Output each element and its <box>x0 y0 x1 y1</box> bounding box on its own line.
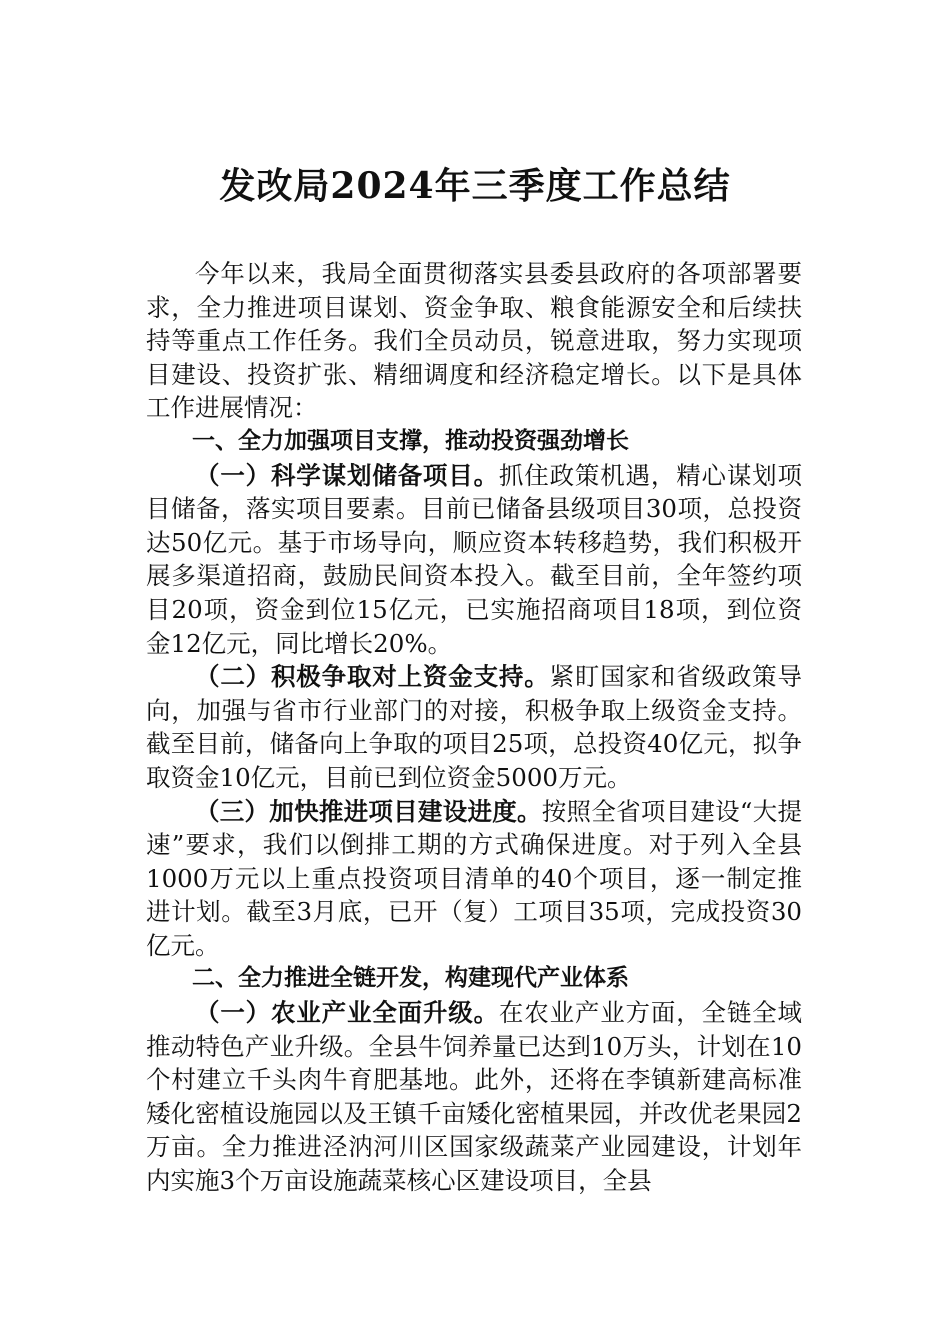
section-1-item-1 <box>146 459 802 661</box>
section-1-item-3-text: 按照全省项目建设“大提速”要求，我们以倒排工期的方式确保进度。对于列入全县1000万元以上重点投资项目清单的40个项目，逐一制定推进计划。截至3月底，已开（复）工项目35项，完成投资30亿元。 <box>146 796 803 960</box>
section-1-item-2-lead: （二）积极争取对上资金支持。 <box>195 662 550 692</box>
section-1-item-2-text: 紧盯国家和省级政策导向，加强与省市行业部门的对接，积极争取上级资金支持。截至目前，储备向上争取的项目25项，总投资40亿元，拟争取资金10亿元，目前已到位资金5000万元。 <box>146 662 803 792</box>
section-1-heading: 一、全力加强项目支撑，推动投资强劲增长 <box>192 427 629 454</box>
section-1-item-3 <box>146 795 802 963</box>
document-title: 发改局2024年三季度工作总结 <box>219 165 731 207</box>
section-1-item-3-lead: （三）加快推进项目建设进度。 <box>195 796 542 826</box>
section-2-heading: 二、全力推进全链开发，构建现代产业体系 <box>192 965 629 992</box>
section-1-item-2 <box>146 660 802 794</box>
section-2-item-1 <box>146 996 802 1198</box>
intro-paragraph: 今年以来，我局全面贯彻落实县委县政府的各项部署要求，全力推进项目谋划、资金争取、粮食能源安全和后续扶持等重点工作任务。我们全员动员，锐意进取，努力实现项目建设、投资扩张、精细调度和经济稳定增长。以下是具体工作进展情况： <box>146 259 802 423</box>
section-1-item-1-text: 抓住政策机遇，精心谋划项目储备，落实项目要素。目前已储备县级项目30项，总投资达50亿元。基于市场导向，顺应资本转移趋势，我们积极开展多渠道招商，鼓励民间资本投入。截至目前，全年签约项目20项，资金到位15亿元，已实施招商项目18项，到位资金12亿元，同比增长20%。 <box>146 460 803 658</box>
section-1-item-1-lead: （一）科学谋划储备项目。 <box>195 460 499 490</box>
document-body <box>146 257 802 1198</box>
section-2-item-1-lead: （一）农业产业全面升级。 <box>195 998 499 1028</box>
section-2-item-1-text: 在农业产业方面，全链全域推动特色产业升级。全县牛饲养量已达到10万头，计划在10个村建立千头肉牛育肥基地。此外，还将在李镇新建高标准矮化密植设施园以及王镇千亩矮化密植果园，并改优老果园2万亩。全力推进泾汭河川区国家级蔬菜产业园建设，计划年内实施3个万亩设施蔬菜核心区建设项目，全县 <box>146 998 803 1196</box>
